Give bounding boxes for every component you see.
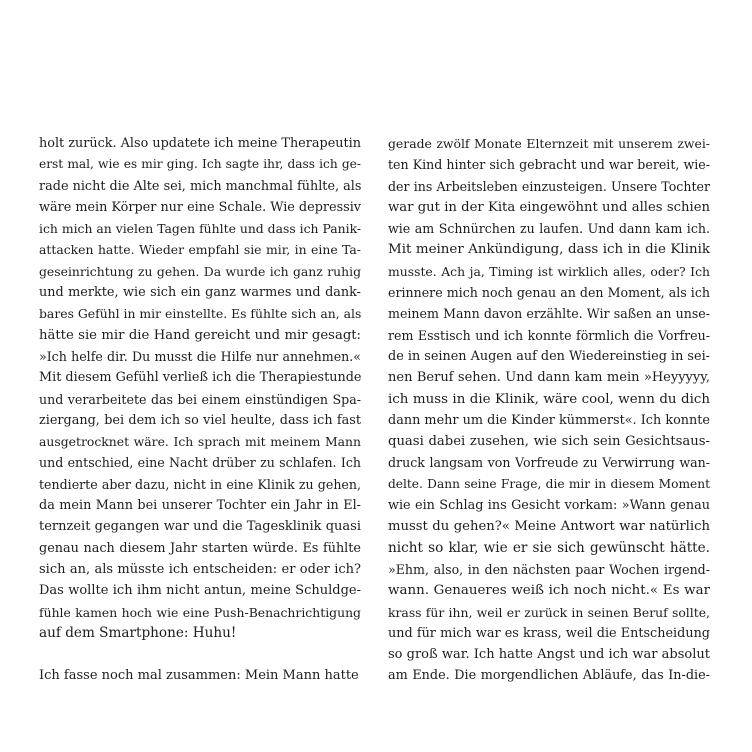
text-line: erst mal, wie es mir ging. Ich sagte ihr, dass ich ge- [39, 157, 361, 172]
text-line: war gut in der Kita eingewöhnt und alles schien [388, 199, 710, 215]
text-line: Mit meiner Ankündigung, dass ich in die Klinik [388, 242, 710, 258]
text-line: attacken hatte. Wieder empfahl sie mir, in eine Ta- [39, 242, 361, 258]
text-line: so groß war. Ich hatte Angst und ich war absolut [388, 647, 710, 663]
text-line: am Ende. Die morgendlichen Abläufe, das In-die- [388, 668, 710, 684]
text-line: bares Gefühl in mir einstellte. Es fühlte sich an, als [39, 306, 362, 322]
paragraph-gap [39, 644, 361, 665]
text-line: quasi dabei zusehen, wie sich sein Gesichtsaus- [388, 434, 710, 450]
text-line: geseinrichtung zu gehen. Da wurde ich ganz ruhig [39, 263, 361, 279]
text-line: ich mich an vielen Tagen fühlte und dass ich Panik- [39, 221, 362, 237]
text-line: Das wollte ich ihm nicht antun, meine Schuldge- [39, 583, 361, 599]
text-line: druck langsam von Vorfreude zu Verwirrung wan- [388, 455, 710, 471]
text-line: der ins Arbeitsleben einzusteigen. Unsere Tochter [388, 178, 710, 194]
text-line: nicht so klar, wie er sie sich gewünscht hätte. [388, 539, 710, 556]
text-line: wie am Schnürchen zu laufen. Und dann kam ich. [388, 221, 710, 237]
text-line: genau nach diesem Jahr starten würde. Es fühlte [39, 540, 361, 556]
text-line: krass für ihn, weil er zurück in seinen Beruf sollte, [388, 604, 710, 620]
text-line: Ich fasse noch mal zusammen: Mein Mann hatte [39, 668, 359, 684]
right-paragraph-1 [388, 133, 710, 687]
text-line: sich an, als müsste ich entscheiden: er oder ich? [39, 561, 361, 577]
text-line: meinem Mann davon erzählte. Wir saßen an unse- [388, 306, 710, 322]
text-line: ten Kind hinter sich gebracht und war bereit, wie- [388, 157, 710, 173]
text-line: und merkte, wie sich ein ganz warmes und dank- [39, 285, 361, 301]
text-line: da mein Mann bei unserer Tochter ein Jahr in El- [39, 498, 361, 514]
text-line: wann. Genaueres weiß ich noch nicht.« Es war [388, 583, 710, 599]
text-line: rem Esstisch und ich konnte förmlich die Vorfreu- [388, 327, 710, 343]
left-paragraph-1 [39, 133, 361, 644]
text-line: musst du gehen?« Meine Antwort war natürlich [388, 519, 710, 535]
text-line: wie ein Schlag ins Gesicht vorkam: »Wann genau [388, 498, 710, 514]
text-line: dann mehr um die Kinder kümmerst«. Ich konnte [388, 412, 710, 428]
text-line: nen Beruf sehen. Und dann kam mein »Heyyyyy, [388, 370, 710, 386]
text-line: und entschied, eine Nacht drüber zu schlafen. Ich [39, 455, 361, 471]
text-line: delte. Dann seine Frage, die mir in diesem Moment [388, 476, 710, 491]
text-line: hätte sie mir die Hand gereicht und mir gesagt: [39, 327, 361, 343]
text-line: ternzeit gegangen war und die Tagesklinik quasi [39, 519, 361, 535]
text-line: musste. Ach ja, Timing ist wirklich alles, oder? Ich [388, 263, 710, 279]
text-line: ausgetrocknet wäre. Ich sprach mit meinem Mann [39, 434, 361, 450]
text-line: gerade zwölf Monate Elternzeit mit unserem zwei- [388, 136, 710, 151]
text-line: Mit diesem Gefühl verließ ich die Therapiestunde [39, 370, 362, 386]
text-line: und für mich war es krass, weil die Entscheidung [388, 625, 710, 641]
text-line: »Ehm, also, in den nächsten paar Wochen irgend- [388, 561, 710, 577]
text-line: und verarbeitete das bei einem einstündigen Spa- [39, 391, 361, 407]
text-line: tendierte aber dazu, nicht in eine Klinik zu gehen, [39, 476, 361, 492]
text-line: de in seinen Augen auf den Wiedereinstieg in sei- [388, 348, 710, 364]
text-line: wäre mein Körper nur eine Schale. Wie depressiv [39, 199, 362, 215]
left-column [39, 133, 361, 687]
right-column [388, 133, 710, 687]
text-line: erinnere mich noch genau an den Moment, als ich [388, 285, 710, 301]
text-line: ich muss in die Klinik, wäre cool, wenn du dich [388, 391, 710, 407]
text-line: rade nicht die Alte sei, mich manchmal fühlte, als [39, 178, 362, 194]
text-line: fühle kamen hoch wie eine Push-Benachrichtigung [39, 604, 361, 620]
text-line: »Ich helfe dir. Du musst die Hilfe nur annehmen.« [39, 348, 361, 364]
text-line: holt zurück. Also updatete ich meine Therapeutin [39, 136, 361, 151]
text-line: ziergang, bei dem ich so viel heulte, dass ich fast [39, 412, 361, 428]
text-line: auf dem Smartphone: Huhu! [39, 624, 237, 641]
left-paragraph-2 [39, 665, 361, 686]
